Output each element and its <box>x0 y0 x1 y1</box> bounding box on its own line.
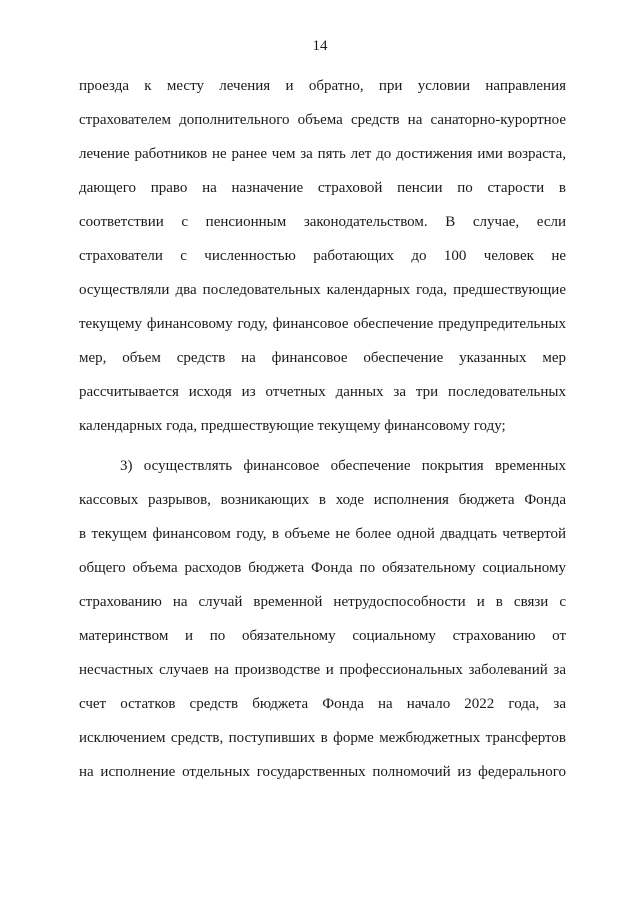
text-line: несчастных случаев на производстве и профессиональных заболеваний за <box>79 662 566 678</box>
text-line: на исполнение отдельных государственных полномочий из федерального <box>79 764 566 780</box>
text-line: дающего право на назначение страховой пенсии по старости в <box>79 180 566 196</box>
text-line: календарных года, предшествующие текущему финансовому году; <box>79 418 506 434</box>
text-line: соответствии с пенсионным законодательством. В случае, если <box>79 214 566 230</box>
text-line: страхованию на случай временной нетрудоспособности и в связи с <box>79 594 566 610</box>
text-line: проезда к месту лечения и обратно, при условии направления <box>79 78 566 94</box>
text-line: осуществляли два последовательных календарных года, предшествующие <box>79 282 566 298</box>
text-line: страхователем дополнительного объема средств на санаторно-курортное <box>79 112 566 128</box>
text-line: общего объема расходов бюджета Фонда по обязательному социальному <box>79 560 566 576</box>
text-line: текущему финансовому году, финансовое обеспечение предупредительных <box>79 316 566 332</box>
text-line: страхователи с численностью работающих до 100 человек не <box>79 248 566 264</box>
paragraph-start-line: 3) осуществлять финансовое обеспечение покрытия временных <box>120 458 566 474</box>
text-line: исключением средств, поступивших в форме межбюджетных трансфертов <box>79 730 566 746</box>
text-line: материнством и по обязательному социальному страхованию от <box>79 628 566 644</box>
page-number: 14 <box>312 38 328 54</box>
text-line: в текущем финансовом году, в объеме не более одной двадцать четвертой <box>79 526 566 542</box>
text-line: лечение работников не ранее чем за пять лет до достижения ими возраста, <box>79 146 566 162</box>
text-line: мер, объем средств на финансовое обеспечение указанных мер <box>79 350 566 366</box>
text-line: рассчитывается исходя из отчетных данных за три последовательных <box>79 384 566 400</box>
text-line: счет остатков средств бюджета Фонда на начало 2022 года, за <box>79 696 566 712</box>
text-line: кассовых разрывов, возникающих в ходе исполнения бюджета Фонда <box>79 492 566 508</box>
